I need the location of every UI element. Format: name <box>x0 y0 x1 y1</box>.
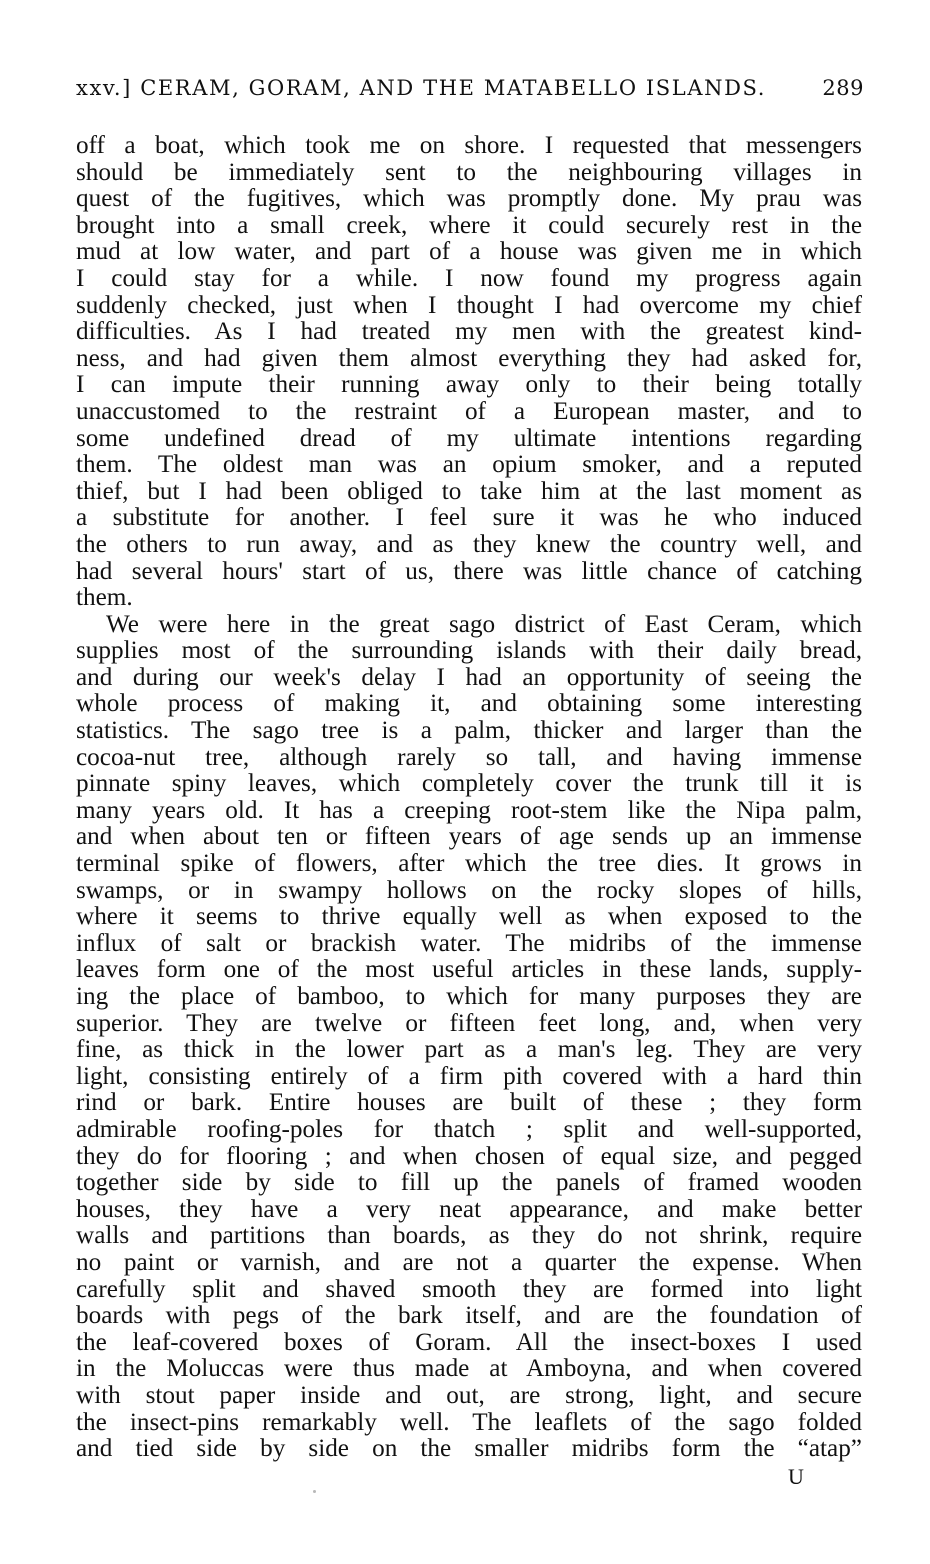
paragraph <box>76 612 862 1463</box>
text-line: and when about ten or fifteen years of age sends up an immense <box>76 823 862 851</box>
text-line: brought into a small creek, where it could securely rest in the <box>76 211 862 239</box>
text-line: in the Moluccas were thus made at Amboyna, and when covered <box>76 1355 862 1383</box>
text-line: superior. They are twelve or fifteen feet long, and, when very <box>76 1009 862 1037</box>
text-line: leaves form one of the most useful articles in these lands, supply- <box>76 956 862 984</box>
text-line: with stout paper inside and out, are strong, light, and secure <box>76 1381 862 1409</box>
paper-speck <box>313 1490 316 1493</box>
text-line: supplies most of the surrounding islands with their daily bread, <box>76 637 862 665</box>
text-line: and tied side by side on the smaller midribs form the “atap” <box>76 1435 862 1463</box>
text-line: admirable roofing-poles for thatch ; split and well-supported, <box>76 1115 862 1143</box>
text-line: whole process of making it, and obtaining some interesting <box>76 690 862 718</box>
paragraph <box>76 133 862 612</box>
text-line: the insect-pins remarkably well. The leaflets of the sago folded <box>76 1408 862 1436</box>
signature-mark: U <box>788 1464 804 1489</box>
text-line: light, consisting entirely of a firm pith covered with a hard thin <box>76 1062 862 1090</box>
text-line: terminal spike of flowers, after which the tree dies. It grows in <box>76 850 862 878</box>
text-line: ing the place of bamboo, to which for many purposes they are <box>76 983 862 1010</box>
text-line: carefully split and shaved smooth they are formed into light <box>76 1275 862 1303</box>
text-line: and during our week's delay I had an opportunity of seeing the <box>76 663 862 691</box>
text-line: some undefined dread of my ultimate intentions regarding <box>76 424 862 452</box>
text-line: houses, they have a very neat appearance, and make better <box>76 1195 862 1223</box>
text-line: I could stay for a while. I now found my progress again <box>76 264 862 292</box>
text-line: influx of salt or brackish water. The midribs of the immense <box>76 929 862 957</box>
text-line: I can impute their running away only to their being totally <box>76 371 862 399</box>
text-line: rind or bark. Entire houses are built of these ; they form <box>76 1089 862 1117</box>
text-line: suddenly checked, just when I thought I had overcome my chief <box>76 291 862 319</box>
running-title: xxv.] CERAM, GORAM, AND THE MATABELLO ISLANDS. <box>76 76 767 100</box>
text-line: swamps, or in swampy hollows on the rocky slopes of hills, <box>76 876 862 904</box>
text-line: no paint or varnish, and are not a quarter the expense. When <box>76 1248 862 1276</box>
running-head <box>76 72 864 104</box>
text-line: statistics. The sago tree is a palm, thicker and larger than the <box>76 717 862 745</box>
text-line: the leaf-covered boxes of Goram. All the insect-boxes I used <box>76 1328 862 1356</box>
text-line: mud at low water, and part of a house was given me in which <box>76 238 862 266</box>
text-line: pinnate spiny leaves, which completely cover the trunk till it is <box>76 770 862 798</box>
text-line: the others to run away, and as they knew the country well, and <box>76 530 862 558</box>
body-text <box>76 133 862 1463</box>
text-line: many years old. It has a creeping root-stem like the Nipa palm, <box>76 796 862 824</box>
text-line: difficulties. As I had treated my men with the greatest kind- <box>76 318 862 346</box>
text-line: boards with pegs of the bark itself, and are the foundation of <box>76 1302 862 1330</box>
text-line: a substitute for another. I feel sure it was he who induced <box>76 504 862 532</box>
text-line: quest of the fugitives, which was promptly done. My prau was <box>76 185 862 213</box>
text-line: cocoa-nut tree, although rarely so tall, and having immense <box>76 743 862 771</box>
text-line: off a boat, which took me on shore. I requested that messengers <box>76 132 862 159</box>
text-line: should be immediately sent to the neighbouring villages in <box>76 158 862 186</box>
text-line: where it seems to thrive equally well as when exposed to the <box>76 903 862 931</box>
text-line: unaccustomed to the restraint of a European master, and to <box>76 397 862 425</box>
page-number: 289 <box>822 76 864 100</box>
text-line: We were here in the great sago district of East Ceram, which <box>106 610 862 638</box>
text-line: them. <box>76 584 133 612</box>
text-line: they do for flooring ; and when chosen of equal size, and pegged <box>76 1142 862 1170</box>
text-line: them. The oldest man was an opium smoker, and a reputed <box>76 451 862 479</box>
text-line: walls and partitions than boards, as they do not shrink, require <box>76 1222 862 1250</box>
text-line: thief, but I had been obliged to take him at the last moment as <box>76 477 862 505</box>
text-line: ness, and had given them almost everything they had asked for, <box>76 344 862 372</box>
text-line: together side by side to fill up the panels of framed wooden <box>76 1169 862 1197</box>
text-line: fine, as thick in the lower part as a man's leg. They are very <box>76 1036 862 1064</box>
text-line: had several hours' start of us, there was little chance of catching <box>76 557 862 585</box>
